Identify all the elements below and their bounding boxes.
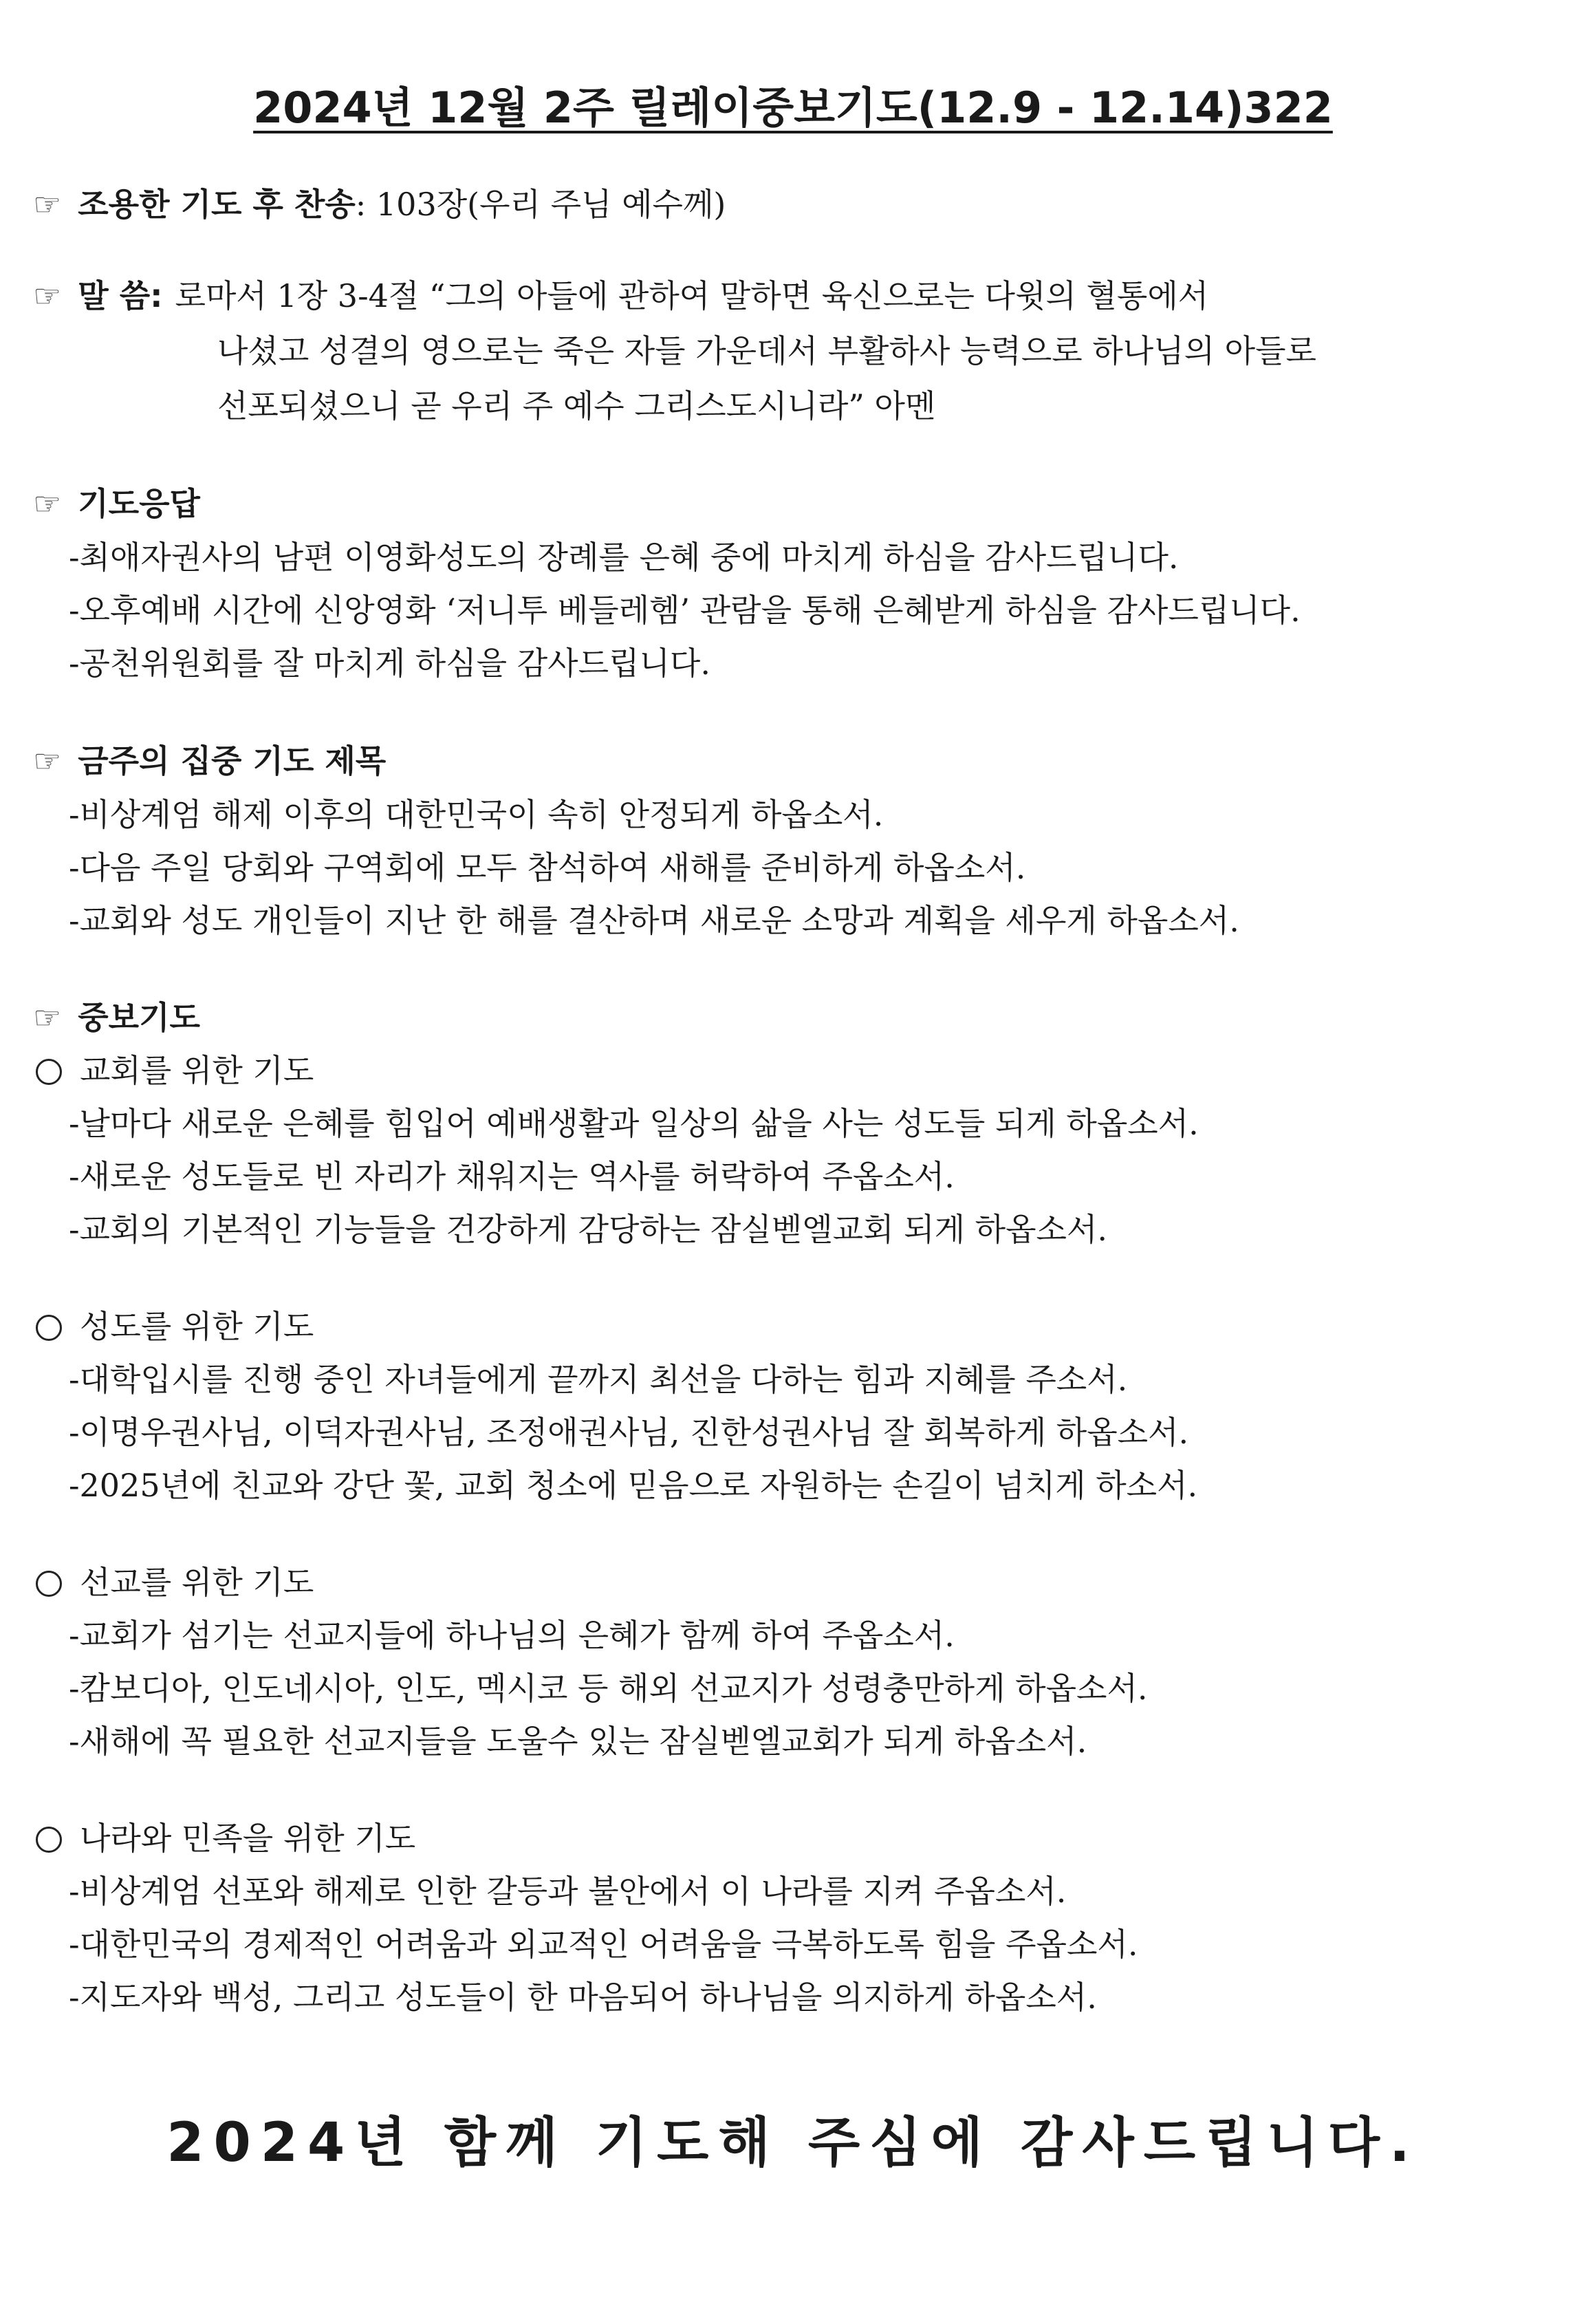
focus-heading: ☞ 금주의 집중 기도 제목 [33, 742, 387, 779]
list-item: -날마다 새로운 은혜를 힘입어 예배생활과 일상의 삶을 사는 성도들 되게 하옵소서. [69, 1105, 1199, 1142]
intercession-heading: ☞ 중보기도 [33, 999, 200, 1036]
scripture-text: 로마서 1장 3-4절 “그의 아들에 관하여 말하면 육신으로는 다윗의 혈통에서 [175, 277, 1209, 314]
list-item: -지도자와 백성, 그리고 성도들이 한 마음되어 하나님을 의지하게 하옵소서. [69, 1979, 1097, 2016]
pointing-hand-icon: ☞ [33, 277, 62, 314]
closing-message: 2024년 함께 기도해 주심에 감사드립니다. [166, 2112, 1420, 2174]
scripture-line-2: 나셨고 성결의 영으로는 죽은 자들 가운데서 부활하사 능력으로 하나님의 아들로 [217, 332, 1316, 369]
circle-bullet-icon [36, 1571, 62, 1597]
scripture-line-1 [33, 274, 1208, 318]
scripture-label: 말 씀: [78, 277, 163, 314]
list-item: -비상계엄 선포와 해제로 인한 갈등과 불안에서 이 나라를 지켜 주옵소서. [69, 1873, 1067, 1910]
list-item: -교회와 성도 개인들이 지난 한 해를 결산하며 새로운 소망과 계획을 세우게 하옵소서. [69, 902, 1239, 939]
list-item: -비상계엄 해제 이후의 대한민국이 속히 안정되게 하옵소서. [69, 796, 884, 833]
list-item: -새해에 꼭 필요한 선교지들을 도울수 있는 잠실벧엘교회가 되게 하옵소서. [69, 1723, 1087, 1760]
list-item: -대한민국의 경제적인 어려움과 외교적인 어려움을 극복하도록 힘을 주옵소서. [69, 1926, 1138, 1963]
list-item: -새로운 성도들로 빈 자리가 채워지는 역사를 허락하여 주옵소서. [69, 1158, 955, 1195]
group-title-nation: 나라와 민족을 위한 기도 [36, 1816, 415, 1860]
circle-bullet-icon [36, 1315, 62, 1341]
list-item: -이명우권사님, 이덕자권사님, 조정애권사님, 진한성권사님 잘 회복하게 하옵소서. [69, 1414, 1189, 1451]
list-item: -교회가 섬기는 선교지들에 하나님의 은혜가 함께 하여 주옵소서. [69, 1617, 955, 1654]
list-item: -교회의 기본적인 기능들을 건강하게 감당하는 잠실벧엘교회 되게 하옵소서. [69, 1211, 1108, 1248]
scripture-line-3: 선포되셨으니 곧 우리 주 예수 그리스도시니라” 아멘 [217, 387, 936, 424]
list-item: -대학입시를 진행 중인 자녀들에게 끝까지 최선을 다하는 힘과 지혜를 주소서. [69, 1361, 1128, 1398]
group-title-church: 교회를 위한 기도 [36, 1048, 314, 1093]
pointing-hand-icon: ☞ [33, 999, 62, 1036]
pointing-hand-icon: ☞ [33, 485, 62, 522]
list-item: -2025년에 친교와 강단 꽃, 교회 청소에 믿음으로 자원하는 손길이 넘치게 하소서. [69, 1467, 1198, 1504]
list-item: -최애자권사의 남편 이영화성도의 장례를 은혜 중에 마치게 하심을 감사드립니다. [69, 539, 1179, 576]
list-item: -공천위원회를 잘 마치게 하심을 감사드립니다. [69, 645, 710, 682]
answered-heading: ☞ 기도응답 [33, 485, 200, 522]
pointing-hand-icon: ☞ [33, 742, 62, 779]
hymn-label: 조용한 기도 후 찬송 [78, 186, 356, 223]
hymn-text: : 103장(우리 주님 예수께) [355, 186, 726, 223]
list-item: -캄보디아, 인도네시아, 인도, 멕시코 등 해외 선교지가 성령충만하게 하옵소서. [69, 1670, 1148, 1707]
circle-bullet-icon [36, 1059, 62, 1085]
group-title-members: 성도를 위한 기도 [36, 1304, 314, 1348]
circle-bullet-icon [36, 1827, 62, 1853]
page-title: 2024년 12월 2주 릴레이중보기도(12.9 - 12.14)322 [253, 83, 1333, 133]
pointing-hand-icon: ☞ [33, 186, 62, 223]
hymn-line [33, 182, 726, 226]
group-title-missions: 선교를 위한 기도 [36, 1560, 314, 1604]
list-item: -오후예배 시간에 신앙영화 ‘저니투 베들레헴’ 관람을 통해 은혜받게 하심을 감사드립니다. [69, 592, 1301, 629]
list-item: -다음 주일 당회와 구역회에 모두 참석하여 새해를 준비하게 하옵소서. [69, 849, 1026, 886]
